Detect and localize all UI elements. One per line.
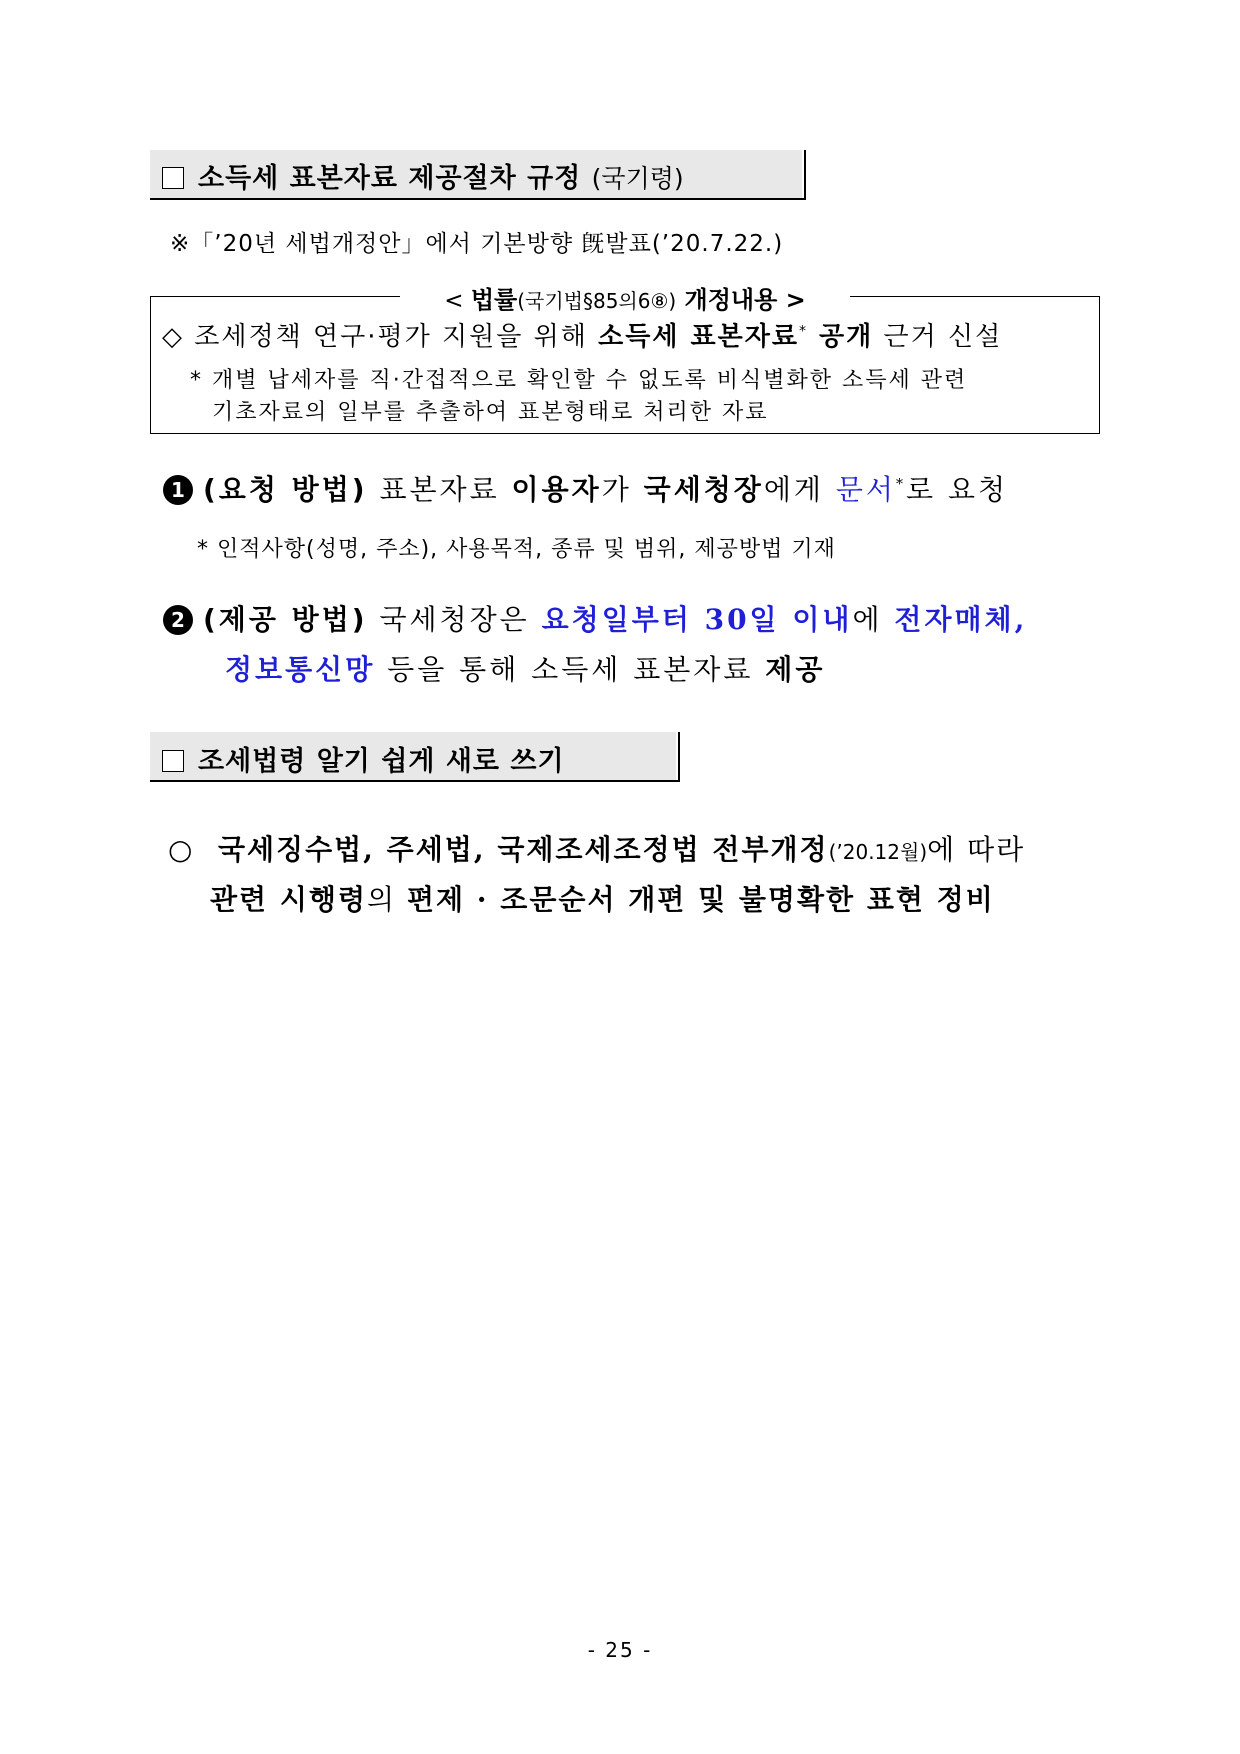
item2-provide: 제공: [765, 653, 826, 686]
law-main-bold2: 공개: [807, 322, 874, 352]
bullet-reorg: 편제 · 조문순서 개편 및 불명확한 표현 정비: [406, 883, 995, 916]
section-title-paren: (국기령): [591, 164, 684, 193]
item2-electronic-media: 전자매체,: [894, 603, 1028, 636]
item1-document: 문서: [835, 473, 896, 506]
section-title-text: 소득세 표본자료 제공절차 규정: [198, 163, 582, 194]
bullet-date: (’20.12월): [828, 840, 928, 864]
item1-text2: 가: [601, 473, 644, 506]
item2-deadline: 요청일부터 30일 이내: [541, 603, 853, 636]
checkbox-icon: [162, 167, 184, 189]
bullet-text1: 에 따라: [927, 833, 1026, 866]
item2-text2: 에: [852, 603, 895, 636]
item1-user: 이용자: [511, 473, 602, 506]
section-title-1: [162, 156, 684, 195]
law-main-bold: 소득세 표본자료: [598, 322, 799, 352]
item1-label: (요청 방법): [203, 473, 368, 506]
item1-text3: 에게: [763, 473, 836, 506]
item2-label: (제공 방법): [203, 603, 368, 636]
item1-star: *: [895, 476, 906, 493]
item1-commissioner: 국세청장: [643, 473, 764, 506]
bullet-line-2: [210, 878, 995, 918]
bullet-line-1: [168, 828, 1025, 868]
section-title-2: [162, 739, 565, 778]
bullet-decrees: 관련 시행령: [210, 883, 367, 916]
caption-law-ref: (국기법§85의6⑧): [517, 289, 677, 313]
item-request-method: [163, 468, 1008, 508]
law-sub-line-2: 기초자료의 일부를 추출하여 표본형태로 처리한 자료: [212, 400, 769, 425]
item1-text1: 표본자료: [367, 473, 512, 506]
page-number: - 25 -: [587, 1638, 653, 1662]
law-sub-line-1: * 개별 납세자를 직·간접적으로 확인할 수 없도록 비식별화한 소득세 관련: [190, 368, 968, 393]
item2-network: 정보통신망: [225, 653, 376, 686]
number-1-icon: 1: [163, 475, 193, 505]
caption-law: 법률: [470, 286, 518, 314]
bullet-text2: 의: [367, 883, 407, 916]
bullet-laws: 국세징수법, 주세법, 국제조세조정법 전부개정: [217, 833, 829, 866]
law-main-line: [162, 316, 1002, 353]
caption-open: <: [444, 288, 471, 314]
item-provision-method-line2: [225, 648, 825, 688]
law-main-suffix: 근거 신설: [873, 322, 1003, 352]
number-2-icon: 2: [163, 605, 193, 635]
item2-text1: 국세청장은: [367, 603, 542, 636]
item1-text4: 로 요청: [905, 473, 1009, 506]
law-main-prefix: ◇ 조세정책 연구·평가 지원을 위해: [162, 322, 599, 352]
checkbox-icon: [162, 750, 184, 772]
law-box-caption: [400, 280, 850, 315]
section2-title-text: 조세법령 알기 쉽게 새로 쓰기: [198, 746, 565, 777]
item2-text3: 등을 통해 소득세 표본자료: [375, 653, 766, 686]
note-prior-announcement: ※「’20년 세법개정안」에서 기본방향 旣발표(’20.7.22.): [170, 231, 784, 257]
item1-note: * 인적사항(성명, 주소), 사용목적, 종류 및 범위, 제공방법 기재: [197, 537, 836, 562]
item-provision-method: [163, 598, 1027, 638]
law-main-star: *: [798, 323, 808, 340]
caption-amendment: 개정내용 >: [676, 286, 806, 314]
bullet-circle-icon: ○: [168, 833, 195, 866]
